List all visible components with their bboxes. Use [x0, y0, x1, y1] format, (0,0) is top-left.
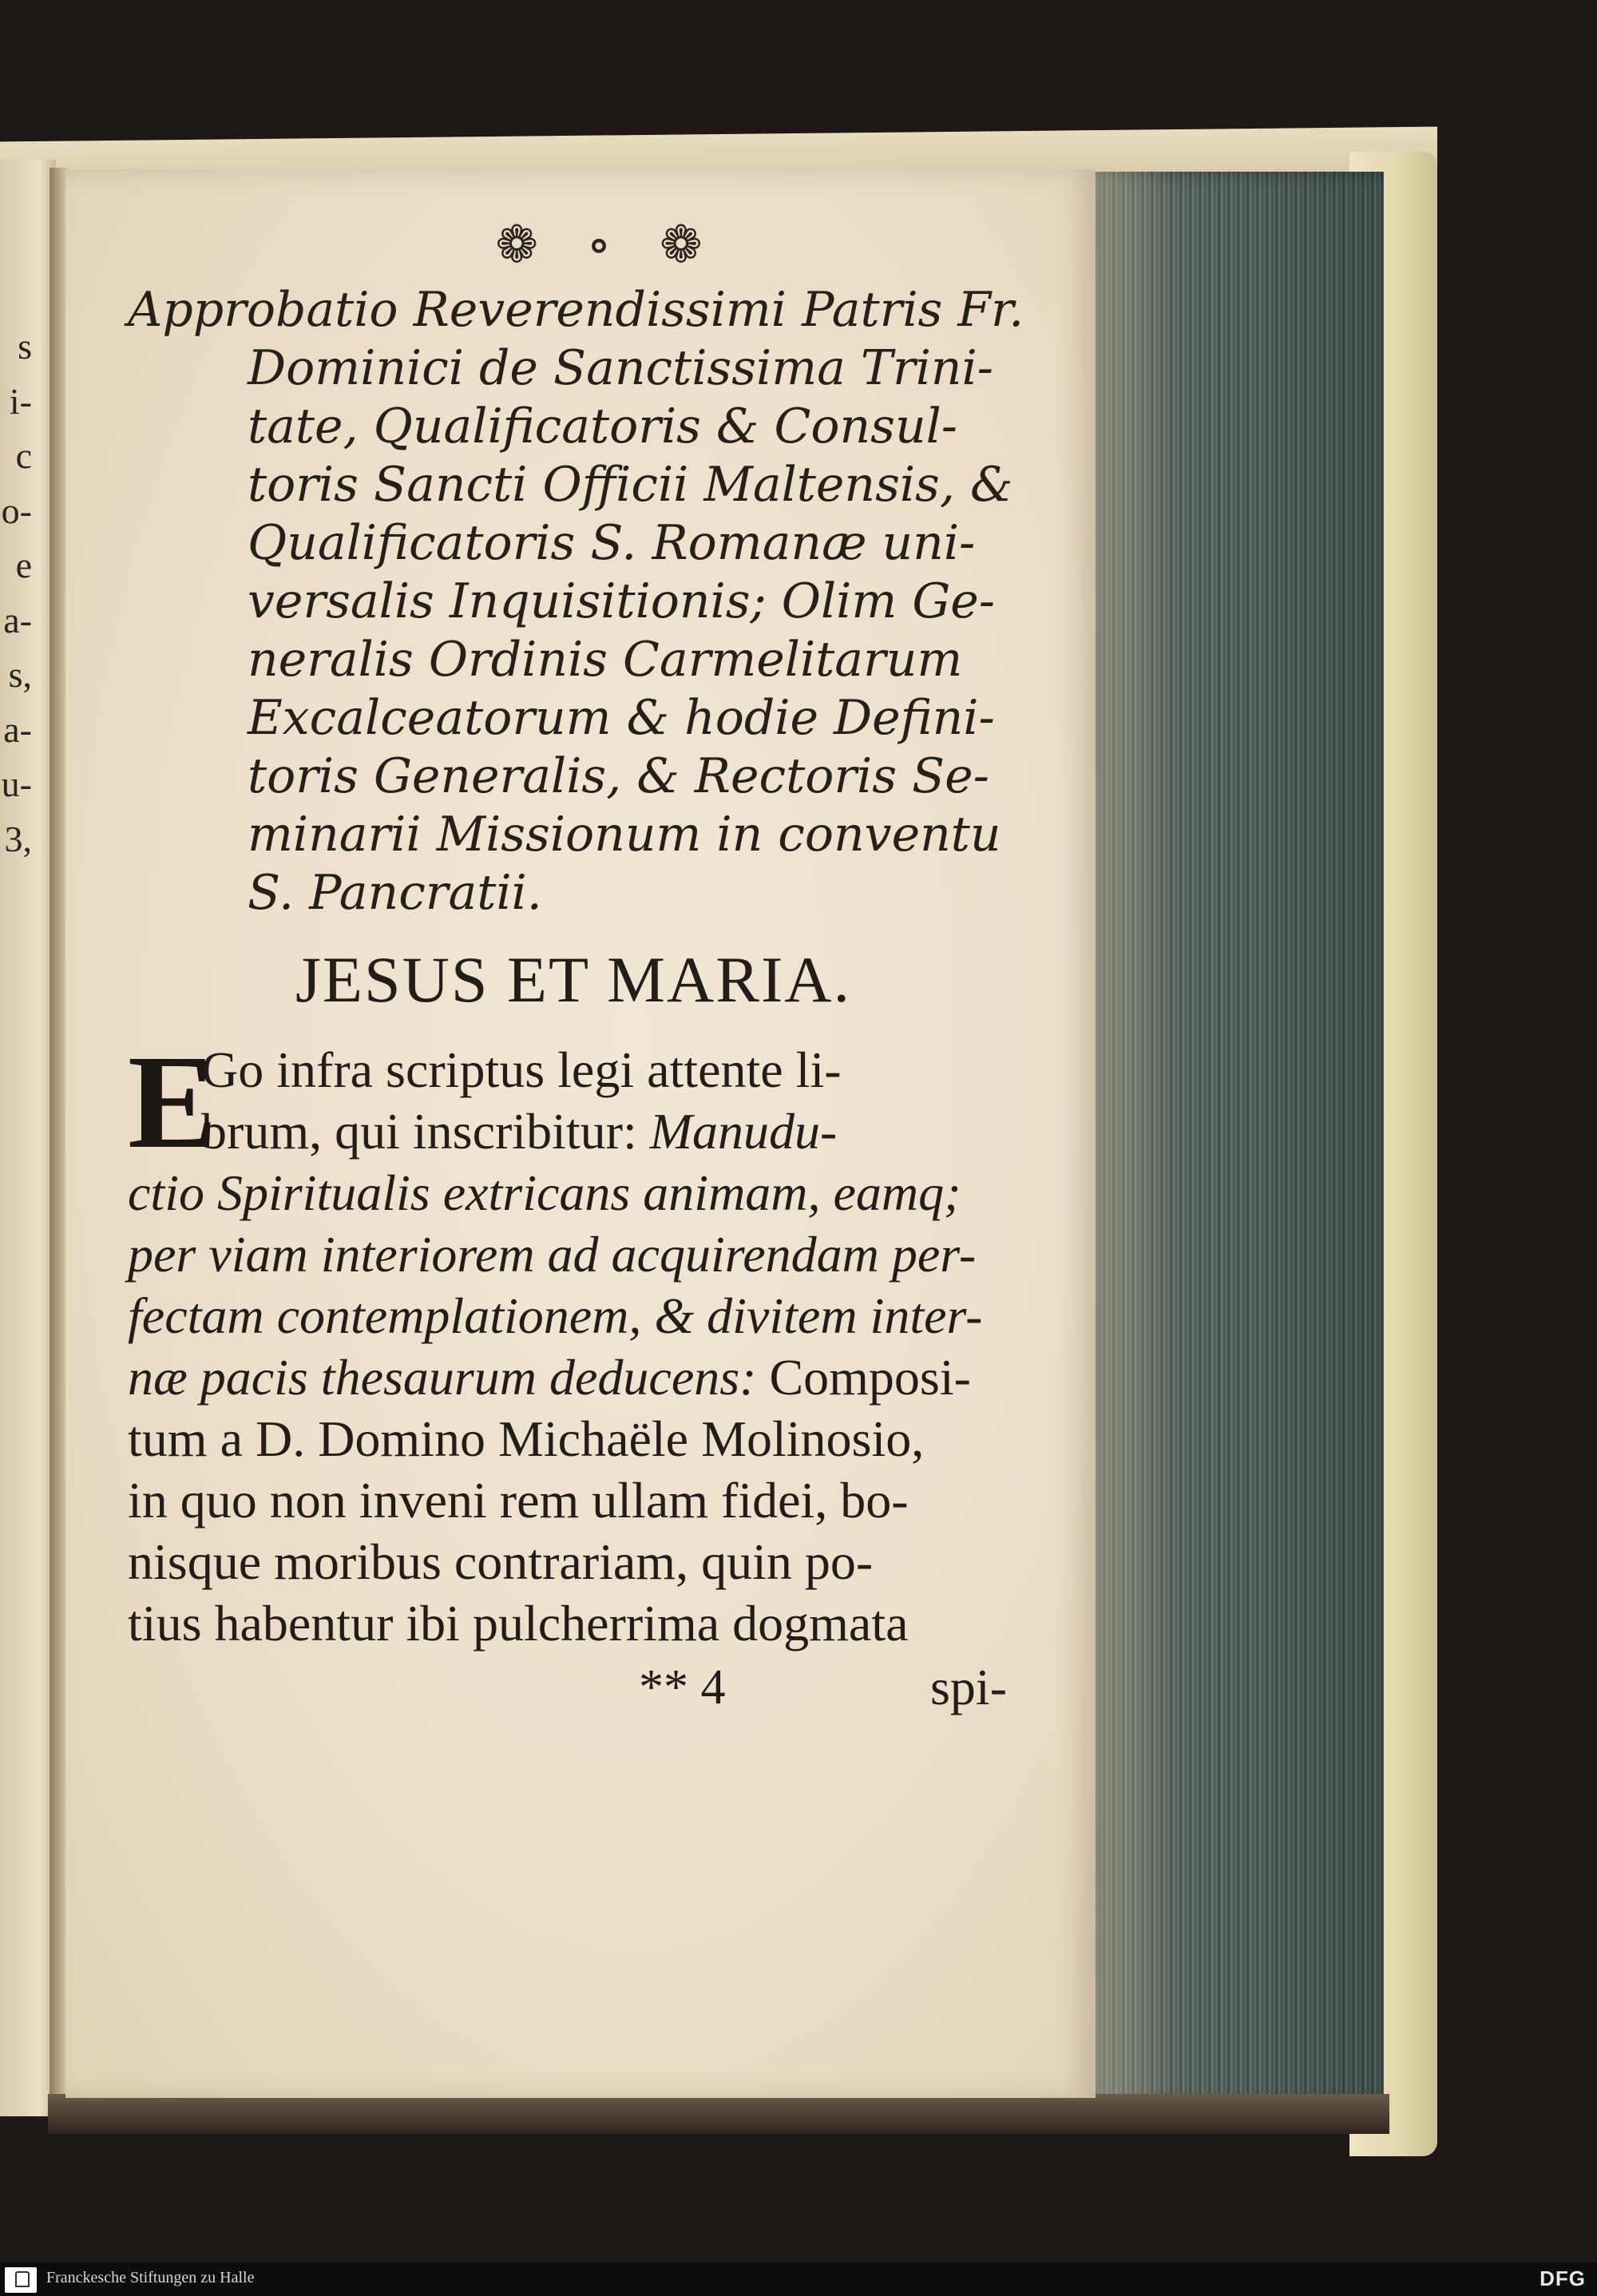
body-line [128, 1162, 1030, 1223]
left-margin-char: i- [9, 380, 32, 422]
heading-line: neralis Ordinis Carmelitarum [248, 632, 963, 688]
body-roman-text: Go infra scriptus legi attente li- [201, 1041, 842, 1098]
heading-line: versalis Inquisitionis; Olim Ge- [248, 573, 996, 629]
body-paragraph [128, 1162, 1030, 1654]
body-roman-text: tius habentur ibi pulcherrima dogmata [128, 1595, 909, 1652]
left-page-margin-text [0, 319, 32, 866]
left-margin-char: o- [1, 490, 32, 531]
body-italic-text: næ pacis thesaurum deducens: [128, 1349, 770, 1406]
dfg-logo: DFG [1540, 2266, 1586, 2290]
page-footer [128, 1656, 1030, 1727]
heading-line: Dominici de Sanctissima Trini- [248, 340, 993, 396]
opening-paragraph [128, 1028, 1030, 1176]
catchword: spi- [930, 1659, 1007, 1715]
body-roman-text: Composi- [769, 1349, 971, 1406]
page-text-block [128, 209, 1030, 1727]
left-margin-char: 3, [4, 818, 32, 859]
book-bottom-edge [48, 2094, 1389, 2134]
heading-line: tate, Qualificatoris & Consul- [248, 399, 958, 454]
body-line [128, 1285, 1030, 1346]
heading-line: Approbatio Reverendissimi Patris Fr. [128, 282, 1024, 338]
section-title: JESUS ET MARIA. [295, 943, 851, 1016]
body-roman-text: in quo non inveni rem ullam fidei, bo- [128, 1472, 909, 1529]
body-italic-text: Manudu- [649, 1103, 838, 1160]
left-margin-char: c [15, 435, 32, 476]
body-roman-text: brum, qui inscribitur: [201, 1103, 650, 1160]
left-margin-char: e [15, 545, 32, 585]
book-fore-edge-tint [1078, 172, 1381, 2104]
body-roman-text: nisque moribus contrariam, quin po- [128, 1533, 874, 1590]
header-ornament-icon: ❁ ∘ ❁ [495, 216, 719, 275]
body-line [128, 1223, 1030, 1285]
heading-line: Qualificatoris S. Romanæ uni- [248, 515, 976, 571]
signature-mark: ** 4 [639, 1660, 726, 1715]
body-line [201, 1100, 1030, 1162]
body-italic-text: per viam interiorem ad acquirendam per- [128, 1226, 977, 1283]
body-line [128, 1592, 1030, 1654]
left-margin-char: a- [3, 599, 32, 640]
body-line [128, 1346, 1030, 1408]
left-margin-char: s, [8, 654, 32, 695]
heading-line: toris Generalis, & Rectoris Se- [248, 748, 989, 804]
left-margin-char: u- [1, 763, 32, 804]
viewer-footer-bar [0, 2262, 1597, 2296]
heading-line: Excalceatorum & hodie Defini- [248, 690, 995, 746]
left-margin-char: a- [3, 708, 32, 750]
body-line [201, 1039, 1030, 1100]
body-italic-text: fectam contemplationem, & divitem inter- [128, 1287, 983, 1344]
body-line [128, 1408, 1030, 1469]
heading-line: S. Pancratii. [248, 865, 542, 921]
heading-line: minarii Missionum in conventu [248, 807, 1001, 862]
heading-line: toris Sancti Officii Maltensis, & [248, 457, 1013, 513]
body-line [128, 1469, 1030, 1531]
institution-name: Franckesche Stiftungen zu Halle [46, 2269, 255, 2286]
body-line [128, 1531, 1030, 1592]
body-roman-text: tum a D. Domino Michaële Molinosio, [128, 1410, 925, 1467]
left-margin-char: s [18, 326, 32, 367]
approbation-heading [128, 281, 1030, 922]
drop-cap: E [128, 1028, 218, 1176]
institution-logo-icon [5, 2267, 37, 2293]
body-italic-text: ctio Spiritualis extricans animam, eamq; [128, 1164, 961, 1221]
